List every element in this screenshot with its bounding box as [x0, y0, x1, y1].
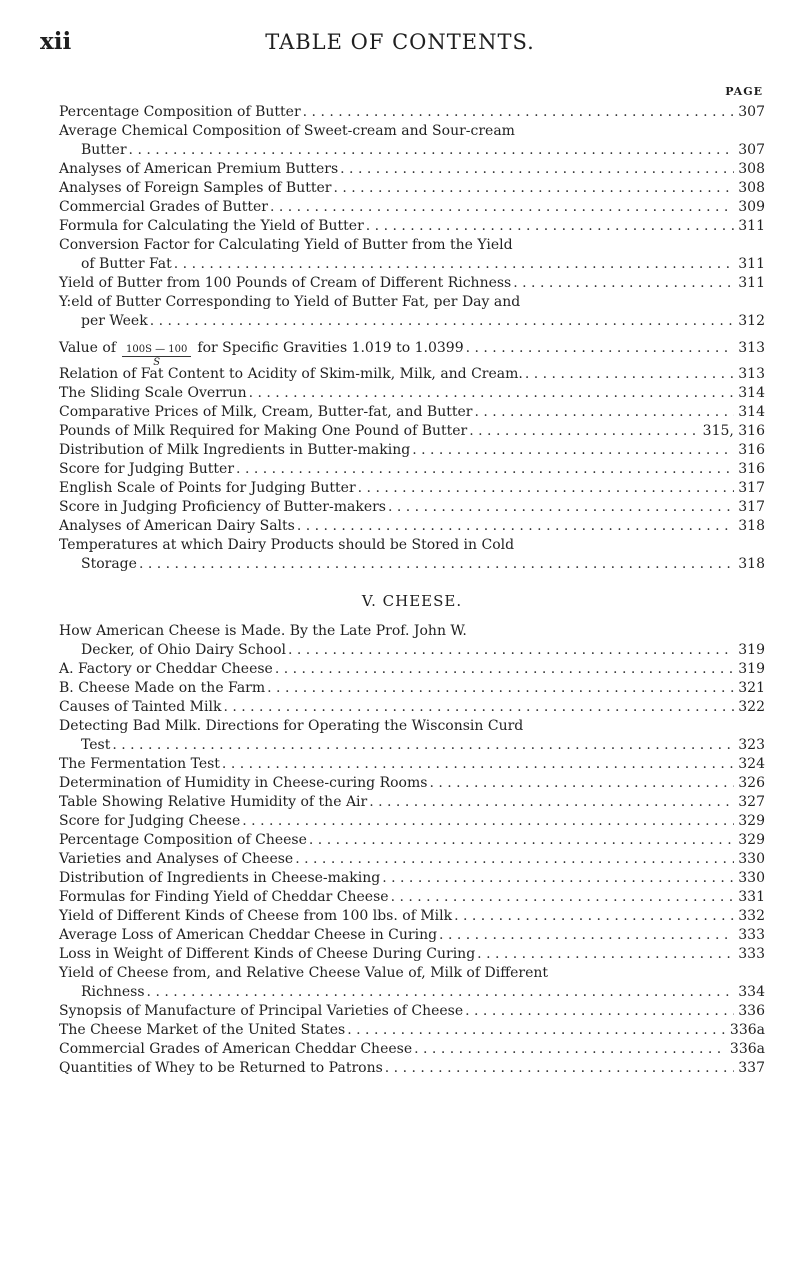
toc-entry-title: The Sliding Scale Overrun	[59, 385, 247, 401]
toc-entry[interactable]	[59, 1040, 765, 1059]
dot-leader	[249, 384, 735, 403]
toc-entry-line	[59, 1040, 765, 1059]
toc-entry-line	[59, 812, 765, 831]
toc-entry-title: Commercial Grades of American Cheddar Cheese	[59, 1041, 413, 1057]
toc-entry-title: Pounds of Milk Required for Making One Pound of Butter	[59, 423, 468, 439]
toc-entry[interactable]	[59, 717, 765, 755]
page-ref: 326	[738, 775, 765, 791]
toc-entry-line	[59, 1021, 765, 1040]
page-ref: 308	[738, 180, 765, 196]
page-ref: 327	[738, 794, 765, 810]
toc-entry-line	[59, 479, 765, 498]
page-ref: 331	[738, 889, 765, 905]
table-of-contents	[59, 103, 765, 1078]
toc-entry-title: Relation of Fat Content to Acidity of Skim-milk, Milk, and Cream.	[59, 366, 523, 382]
dot-leader	[150, 312, 735, 331]
toc-entry[interactable]	[59, 517, 765, 536]
toc-entry-line	[59, 698, 765, 717]
toc-entry-line	[59, 122, 765, 141]
toc-entry-line	[59, 660, 765, 679]
dot-leader	[297, 517, 734, 536]
toc-entry[interactable]	[59, 945, 765, 964]
toc-entry[interactable]	[59, 1002, 765, 1021]
toc-entry-line	[59, 160, 765, 179]
dot-leader	[275, 660, 734, 679]
toc-entry-line	[59, 141, 765, 160]
toc-entry[interactable]	[59, 179, 765, 198]
toc-entry-line	[59, 850, 765, 869]
dot-leader	[385, 1059, 735, 1078]
toc-entry-title: Analyses of Foreign Samples of Butter	[59, 180, 332, 196]
formula-suffix: for Specific Gravities 1.019 to 1.0399	[197, 340, 464, 356]
fraction-denominator: S	[153, 357, 161, 368]
page-ref: 307	[738, 142, 765, 158]
toc-entry-title: Determination of Humidity in Cheese-curing Rooms	[59, 775, 428, 791]
page-ref: 329	[738, 813, 765, 829]
dot-leader	[267, 679, 734, 698]
butter-entries-continued	[59, 365, 765, 574]
toc-entry-line	[59, 460, 765, 479]
toc-entry-title: Score in Judging Proficiency of Butter-makers	[59, 499, 386, 515]
toc-entry-line	[59, 365, 765, 384]
page-ref: 314	[738, 404, 765, 420]
dot-leader	[439, 926, 734, 945]
page-ref: 311	[738, 218, 765, 234]
toc-entry[interactable]	[59, 479, 765, 498]
page-ref: 314	[738, 385, 765, 401]
toc-entry[interactable]	[59, 536, 765, 574]
dot-leader	[474, 403, 734, 422]
toc-entry[interactable]	[59, 103, 765, 122]
page-ref: 330	[738, 870, 765, 886]
toc-entry[interactable]	[59, 964, 765, 1002]
toc-entry[interactable]	[59, 793, 765, 812]
page-ref: 324	[738, 756, 765, 772]
cheese-entries	[59, 622, 765, 1078]
toc-entry-line	[59, 945, 765, 964]
page-ref: 319	[738, 661, 765, 677]
toc-entry-line	[59, 793, 765, 812]
page-ref: 313	[738, 340, 765, 356]
toc-entry-title: Percentage Composition of Cheese	[59, 832, 307, 848]
toc-entry-line	[59, 384, 765, 403]
toc-entry-title: Average Chemical Composition of Sweet-cream and Sour-cream	[59, 123, 515, 139]
page-ref: 318	[738, 518, 765, 534]
toc-entry-line	[59, 888, 765, 907]
page-header	[40, 28, 760, 78]
toc-entry[interactable]	[59, 660, 765, 679]
dot-leader	[236, 460, 734, 479]
toc-entry[interactable]	[59, 460, 765, 479]
page-ref: 333	[738, 946, 765, 962]
toc-entry[interactable]	[59, 774, 765, 793]
toc-entry-line	[59, 555, 765, 574]
dot-leader	[174, 255, 734, 274]
page-ref: 317	[738, 480, 765, 496]
toc-entry-title: The Fermentation Test	[59, 756, 220, 772]
toc-entry[interactable]	[59, 498, 765, 517]
page-ref: 336a	[729, 1041, 765, 1057]
toc-entry[interactable]	[59, 926, 765, 945]
dot-leader	[513, 274, 734, 293]
toc-entry-line	[59, 198, 765, 217]
toc-entry-title: Commercial Grades of Butter	[59, 199, 268, 215]
toc-entry-title: Synopsis of Manufacture of Principal Varieties of Cheese	[59, 1003, 464, 1019]
dot-leader	[295, 850, 734, 869]
page-ref: 312	[738, 313, 765, 329]
toc-entry-line	[59, 1002, 765, 1021]
dot-leader	[270, 198, 734, 217]
dot-leader	[388, 498, 734, 517]
page-ref: 337	[738, 1060, 765, 1076]
page-ref: 321	[738, 680, 765, 696]
toc-entry-line	[59, 622, 765, 641]
toc-entry-title: Score for Judging Cheese	[59, 813, 241, 829]
dot-leader	[333, 179, 734, 198]
toc-entry[interactable]	[59, 698, 765, 717]
toc-entry-line	[59, 983, 765, 1002]
butter-entries	[59, 103, 765, 331]
toc-entry-line	[59, 517, 765, 536]
toc-entry[interactable]	[59, 622, 765, 660]
dot-leader	[223, 698, 734, 717]
toc-entry-line	[59, 498, 765, 517]
dot-leader	[477, 945, 734, 964]
toc-entry-title: Richness	[81, 984, 145, 1000]
toc-entry[interactable]	[59, 888, 765, 907]
page-ref: 308	[738, 161, 765, 177]
dot-leader	[429, 774, 734, 793]
section-heading: V. CHEESE.	[361, 592, 463, 610]
page-ref: 336	[738, 1003, 765, 1019]
toc-entry[interactable]	[59, 755, 765, 774]
running-title: TABLE OF CONTENTS.	[265, 30, 535, 54]
page-column-label: PAGE	[725, 85, 763, 98]
page-ref: 313	[738, 366, 765, 382]
toc-entry-title: Varieties and Analyses of Cheese	[59, 851, 294, 867]
page-ref: 332	[738, 908, 765, 924]
toc-entry-line	[59, 236, 765, 255]
toc-entry[interactable]	[59, 441, 765, 460]
toc-entry-line	[59, 736, 765, 755]
toc-entry-title: English Scale of Points for Judging Butter	[59, 480, 356, 496]
toc-entry-title: Yield of Different Kinds of Cheese from 100 lbs. of Milk	[59, 908, 453, 924]
page-ref: 334	[738, 984, 765, 1000]
toc-entry-title: Yield of Butter from 100 Pounds of Cream of Different Richness	[59, 275, 512, 291]
toc-entry-formula[interactable]	[59, 331, 765, 368]
dot-leader	[391, 888, 735, 907]
toc-entry-line	[59, 926, 765, 945]
toc-entry[interactable]	[59, 217, 765, 236]
page-ref: 330	[738, 851, 765, 867]
page-number: xii	[40, 28, 72, 55]
toc-entry-title: A. Factory or Cheddar Cheese	[59, 661, 273, 677]
toc-entry-line	[59, 422, 765, 441]
page-ref: 323	[738, 737, 765, 753]
toc-entry-title: Distribution of Ingredients in Cheese-making	[59, 870, 381, 886]
toc-entry[interactable]	[59, 831, 765, 850]
dot-leader	[288, 641, 734, 660]
toc-entry-title: Decker, of Ohio Dairy School	[81, 642, 286, 658]
toc-entry-title: Score for Judging Butter	[59, 461, 235, 477]
toc-entry[interactable]	[59, 403, 765, 422]
dot-leader	[303, 103, 735, 122]
toc-entry-title: of Butter Fat	[81, 256, 172, 272]
dot-leader	[347, 1021, 726, 1040]
toc-entry-line	[59, 774, 765, 793]
toc-entry[interactable]	[59, 293, 765, 331]
toc-entry-title: How American Cheese is Made. By the Late Prof. John W.	[59, 623, 467, 639]
toc-entry-title: Loss in Weight of Different Kinds of Cheese During Curing	[59, 946, 476, 962]
toc-entry[interactable]	[59, 198, 765, 217]
toc-entry-title: The Cheese Market of the United States	[59, 1022, 346, 1038]
toc-entry-line	[59, 441, 765, 460]
toc-entry-line	[59, 536, 765, 555]
page-ref: 333	[738, 927, 765, 943]
dot-leader	[466, 331, 735, 365]
toc-entry-line	[59, 103, 765, 122]
toc-entry-title: Butter	[81, 142, 127, 158]
dot-leader	[454, 907, 734, 926]
dot-leader	[242, 812, 734, 831]
toc-entry-line	[59, 679, 765, 698]
toc-entry[interactable]	[59, 869, 765, 888]
dot-leader	[414, 1040, 726, 1059]
toc-entry-title: Detecting Bad Milk. Directions for Operating the Wisconsin Curd	[59, 718, 524, 734]
page-ref: 309	[738, 199, 765, 215]
dot-leader	[469, 422, 698, 441]
dot-leader	[129, 141, 735, 160]
toc-entry-title: Analyses of American Dairy Salts	[59, 518, 295, 534]
dot-leader	[366, 217, 735, 236]
toc-entry[interactable]	[59, 1021, 765, 1040]
page-ref: 316	[738, 461, 765, 477]
fraction-numerator: 100S — 100	[122, 344, 191, 357]
dot-leader	[382, 869, 734, 888]
toc-entry-line	[59, 293, 765, 312]
toc-entry[interactable]	[59, 160, 765, 179]
toc-entry-title: Y:eld of Butter Corresponding to Yield of Butter Fat, per Day and	[59, 294, 521, 310]
formula-prefix: Value of	[59, 340, 117, 356]
page-ref: 307	[738, 104, 765, 120]
page-ref: 311	[738, 256, 765, 272]
page-ref: 311	[738, 275, 765, 291]
dot-leader	[222, 755, 734, 774]
page-ref: 316	[738, 442, 765, 458]
toc-entry-title: Causes of Tainted Milk	[59, 699, 222, 715]
toc-entry[interactable]	[59, 812, 765, 831]
toc-entry[interactable]	[59, 274, 765, 293]
toc-entry[interactable]	[59, 365, 765, 384]
toc-entry-title: Quantities of Whey to be Returned to Patrons	[59, 1060, 383, 1076]
toc-entry-title: B. Cheese Made on the Farm	[59, 680, 266, 696]
toc-entry-line	[59, 255, 765, 274]
toc-entry-title: Comparative Prices of Milk, Cream, Butter-fat, and Butter	[59, 404, 473, 420]
toc-entry-line	[59, 869, 765, 888]
toc-entry-line	[59, 331, 765, 368]
page-ref: 319	[738, 642, 765, 658]
toc-entry-line	[59, 641, 765, 660]
toc-entry[interactable]	[59, 122, 765, 160]
page-ref: 329	[738, 832, 765, 848]
toc-entry[interactable]	[59, 679, 765, 698]
toc-entry-line	[59, 403, 765, 422]
page-ref: 317	[738, 499, 765, 515]
toc-entry[interactable]	[59, 422, 765, 441]
toc-entry-title: Analyses of American Premium Butters	[59, 161, 339, 177]
toc-entry-line	[59, 964, 765, 983]
toc-entry-title: Percentage Composition of Butter	[59, 104, 301, 120]
toc-entry-title: Average Loss of American Cheddar Cheese in Curing	[59, 927, 438, 943]
dot-leader	[369, 793, 734, 812]
toc-entry-title: Conversion Factor for Calculating Yield of Butter from the Yield	[59, 237, 513, 253]
toc-entry-line	[59, 312, 765, 331]
page-ref: 336a	[729, 1022, 765, 1038]
toc-entry-line	[59, 217, 765, 236]
toc-entry-title: per Week	[81, 313, 148, 329]
toc-entry-line	[59, 717, 765, 736]
toc-entry-line	[59, 831, 765, 850]
page-ref: 315, 316	[702, 423, 765, 439]
dot-leader	[147, 983, 735, 1002]
toc-entry-line	[59, 179, 765, 198]
page-ref: 322	[738, 699, 765, 715]
toc-entry-line	[59, 755, 765, 774]
toc-entry-title: Formulas for Finding Yield of Cheddar Cheese	[59, 889, 389, 905]
dot-leader	[112, 736, 734, 755]
dot-leader	[412, 441, 734, 460]
page-ref: 318	[738, 556, 765, 572]
toc-entry-title: Test	[81, 737, 111, 753]
toc-entry-line	[59, 274, 765, 293]
dot-leader	[340, 160, 734, 179]
toc-entry[interactable]	[59, 850, 765, 869]
toc-entry[interactable]	[59, 384, 765, 403]
dot-leader	[309, 831, 734, 850]
toc-entry[interactable]	[59, 1059, 765, 1078]
dot-leader	[358, 479, 735, 498]
toc-entry[interactable]	[59, 907, 765, 926]
dot-leader	[525, 365, 734, 384]
toc-entry-line	[59, 907, 765, 926]
dot-leader	[465, 1002, 734, 1021]
toc-entry[interactable]	[59, 236, 765, 274]
toc-entry-title: Storage	[81, 556, 137, 572]
toc-entry-title: Formula for Calculating the Yield of Butter	[59, 218, 364, 234]
toc-entry-title: Temperatures at which Dairy Products should be Stored in Cold	[59, 537, 515, 553]
toc-entry-title: Yield of Cheese from, and Relative Cheese Value of, Milk of Different	[59, 965, 549, 981]
toc-entry-title: Distribution of Milk Ingredients in Butter-making	[59, 442, 411, 458]
dot-leader	[139, 555, 734, 574]
toc-entry-line	[59, 1059, 765, 1078]
toc-entry-title: Table Showing Relative Humidity of the Air	[59, 794, 368, 810]
